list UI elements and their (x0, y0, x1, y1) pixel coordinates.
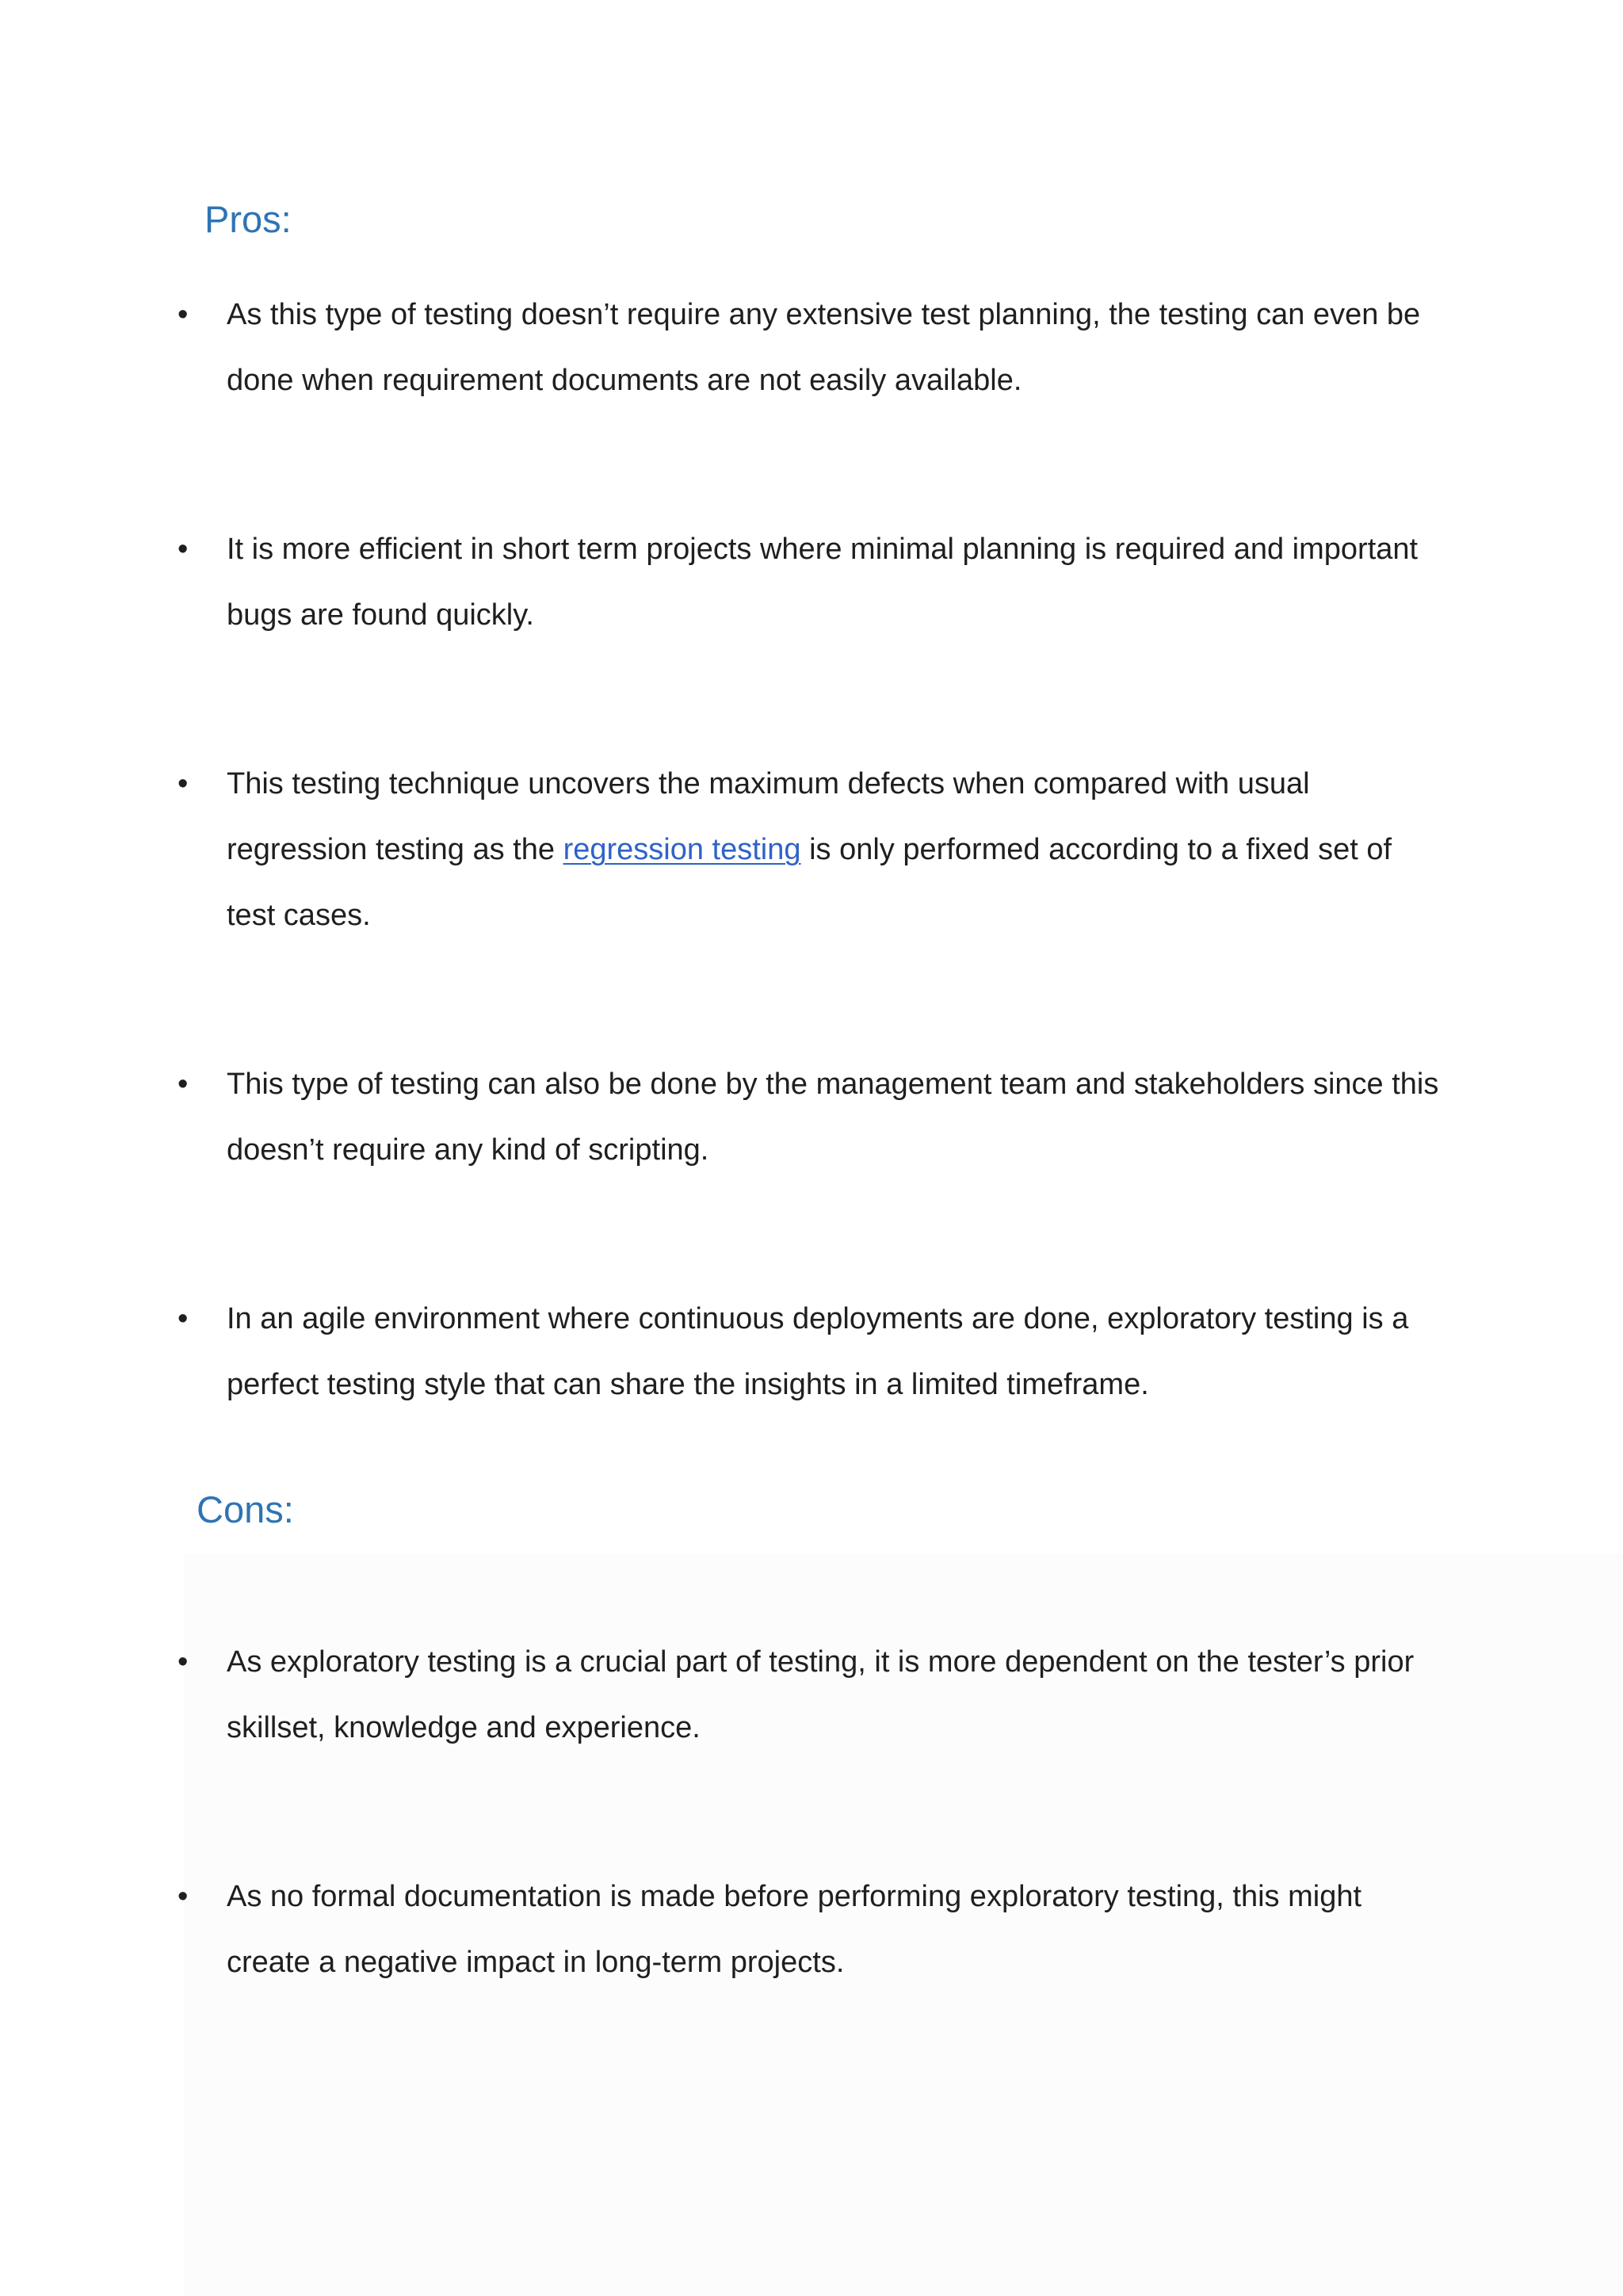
list-item-text: As no formal documentation is made before performing exploratory testing, this might create a negative impact in long-term projects. (227, 1880, 1362, 1979)
list-item-text: As this type of testing doesn’t require any extensive test planning, the testing can even be done when requirement documents are not easily available. (227, 298, 1421, 397)
bullet-icon: • (178, 767, 189, 800)
bullet-icon: • (178, 533, 189, 566)
list-item-text-before-link: This testing technique uncovers the maximum defects when compared with usual regression testing as the (227, 767, 1310, 866)
bullet-icon: • (178, 1880, 189, 1913)
regression-testing-link[interactable]: regression testing (563, 833, 801, 866)
bullet-icon: • (178, 1302, 189, 1335)
cons-heading: Cons: (197, 1488, 294, 1530)
list-item-text: It is more efficient in short term projects where minimal planning is required and important bugs are found quickly. (227, 533, 1419, 632)
list-item-text: This type of testing can also be done by the management team and stakeholders since this doesn’t require any kind of scripting. (227, 1068, 1439, 1167)
list-item-text: In an agile environment where continuous deployments are done, exploratory testing is a perfect testing style that can share the insights in a limited timeframe. (227, 1302, 1409, 1401)
list-item-text: As exploratory testing is a crucial part of testing, it is more dependent on the tester’s prior skillset, knowledge and experience. (227, 1645, 1415, 1744)
bullet-icon: • (178, 1645, 189, 1679)
list-item-text-after-link: is only performed according to a fixed set of test cases. (227, 833, 1392, 932)
pros-heading: Pros: (204, 198, 292, 240)
list-item-text (227, 751, 1447, 949)
bullet-icon: • (178, 298, 189, 331)
bullet-icon: • (178, 1068, 189, 1101)
